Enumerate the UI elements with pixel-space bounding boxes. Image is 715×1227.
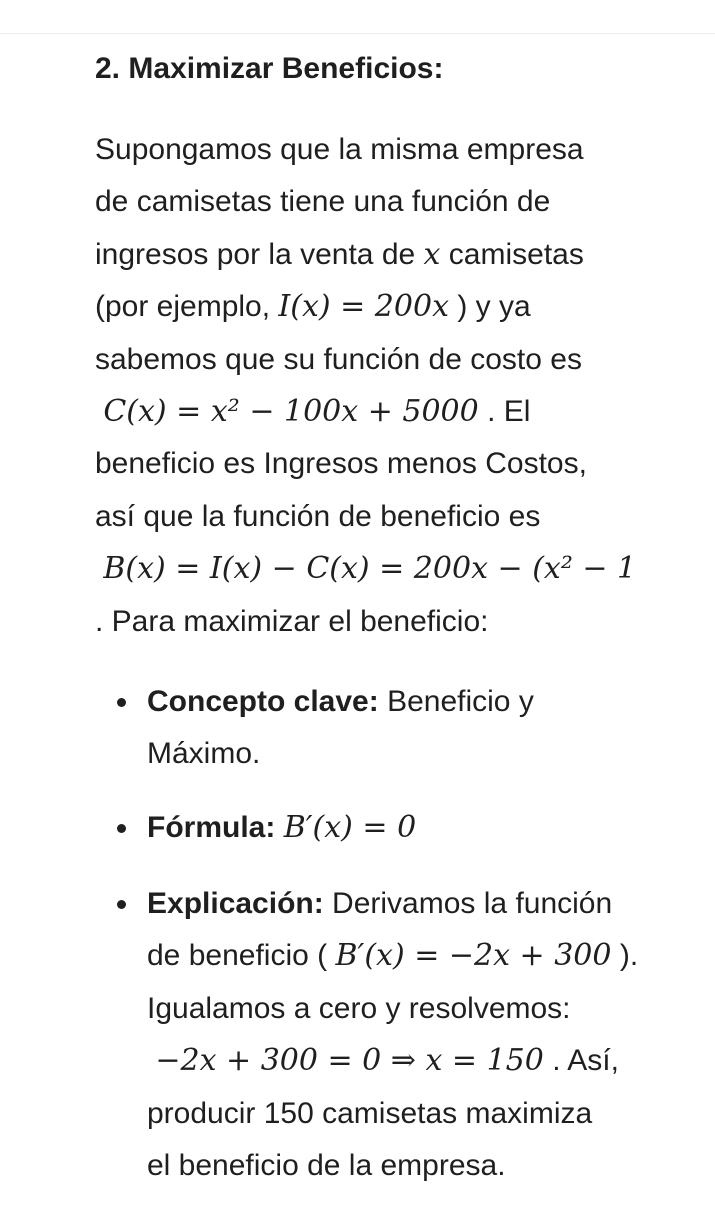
list-item-text xyxy=(147,802,705,854)
item-text: . Así, xyxy=(552,1044,619,1078)
item-text: producir 150 camisetas maximiza xyxy=(147,1096,593,1130)
bullet-dot xyxy=(117,900,126,909)
item-text: el beneficio de la empresa. xyxy=(147,1148,506,1182)
item-text: Beneficio y xyxy=(378,685,534,718)
top-divider xyxy=(0,33,715,34)
bold-label: Fórmula: xyxy=(147,811,276,844)
para-line: . Para maximizar el beneficio: xyxy=(95,604,489,638)
item-text: Derivamos la función xyxy=(323,887,613,920)
para-line: beneficio es Ingresos menos Costos, xyxy=(95,447,587,481)
bullet-dot xyxy=(117,698,126,707)
para-text: (por ejemplo, xyxy=(95,290,279,324)
para-line xyxy=(95,386,695,438)
intro-paragraph xyxy=(95,124,695,648)
item-text: Igualamos a cero y resolvemos: xyxy=(147,991,571,1025)
math-variable-x: x xyxy=(423,236,441,272)
bold-label: Explicación: xyxy=(147,887,324,920)
math-cost-function: C(x) = x² − 100x + 5000 xyxy=(103,393,479,429)
para-text: ) y ya xyxy=(457,290,531,324)
para-line: Supongamos que la misma empresa xyxy=(95,133,584,166)
list-item-text xyxy=(147,676,705,781)
para-line xyxy=(95,281,695,333)
math-benefit-function: B(x) = I(x) − C(x) = 200x − (x² − 1 xyxy=(103,551,637,587)
item-text: Máximo. xyxy=(147,737,261,771)
bullet-dot xyxy=(117,824,126,833)
math-derivative-zero: B′(x) = 0 xyxy=(283,810,417,845)
list-item-formula xyxy=(95,802,705,854)
para-text: ingresos por la venta de xyxy=(95,237,424,271)
section-heading: 2. Maximizar Beneficios: xyxy=(95,52,444,85)
list-item-concept xyxy=(95,676,705,781)
math-solution: −2x + 300 = 0 ⇒ x = 150 xyxy=(155,1043,544,1079)
para-line xyxy=(95,229,695,281)
para-text: . El xyxy=(487,394,531,428)
math-income-function: I(x) = 200x xyxy=(278,289,449,325)
para-line: de camisetas tiene una función de xyxy=(95,185,551,219)
item-text: de beneficio ( xyxy=(147,939,328,973)
list-item-explanation xyxy=(95,878,705,1192)
bold-label: Concepto clave: xyxy=(147,685,379,718)
list-item-text xyxy=(147,878,705,1192)
math-scroll-container[interactable] xyxy=(95,543,715,595)
para-text: camisetas xyxy=(440,237,584,271)
item-text: ). xyxy=(619,939,639,973)
para-line: así que la función de beneficio es xyxy=(95,499,541,533)
para-line: sabemos que su función de costo es xyxy=(95,342,582,376)
math-derivative: B′(x) = −2x + 300 xyxy=(335,938,612,974)
